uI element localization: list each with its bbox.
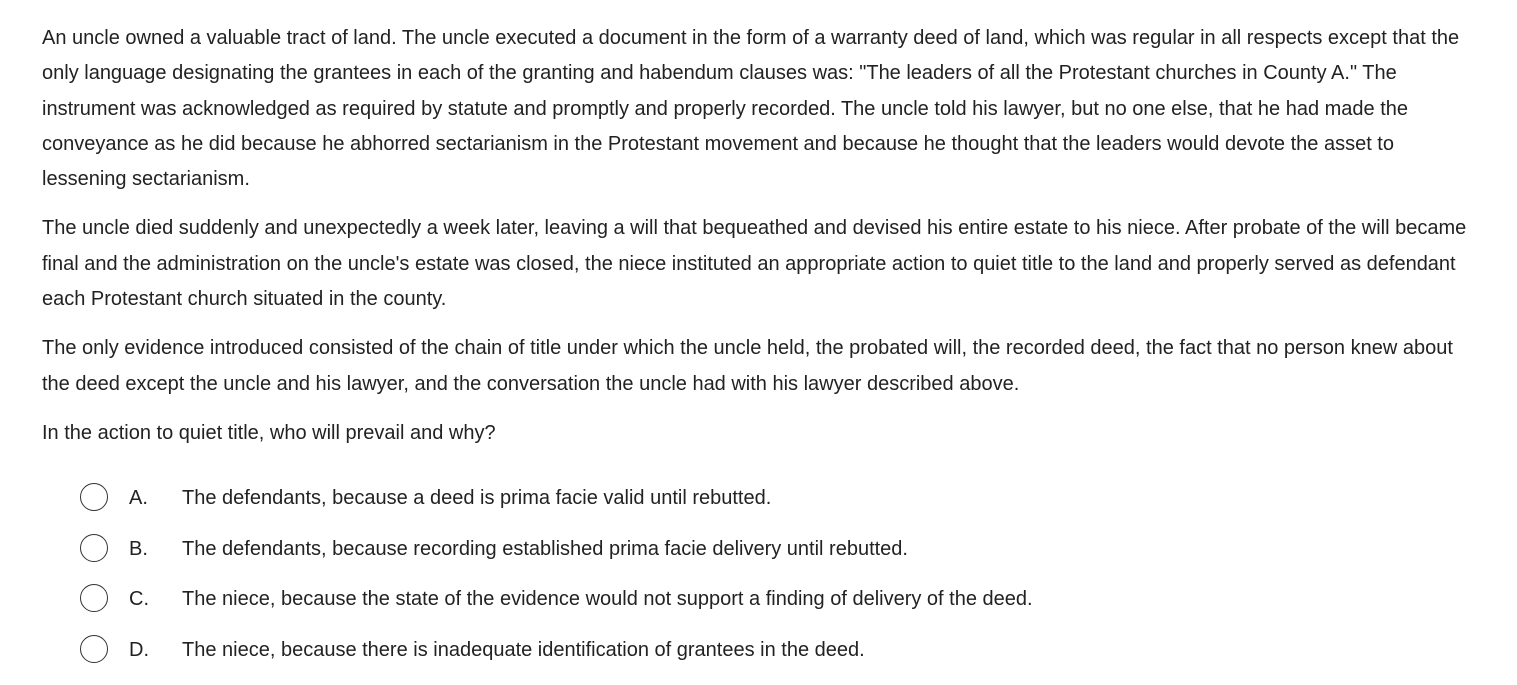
option-text[interactable]: The niece, because there is inadequate identification of grantees in the deed. (182, 639, 865, 662)
option-letter: C. (129, 588, 149, 611)
question-paragraph: The only evidence introduced consisted of the chain of title under which the uncle held, the probated will, the recorded deed, the fact that no person knew about the deed except the uncle and his lawyer, and the conversation the uncle had with his lawyer described above. (42, 337, 1453, 395)
option-text[interactable]: The defendants, because recording established prima facie delivery until rebutted. (182, 537, 908, 560)
answer-option-b[interactable] (80, 533, 1280, 584)
option-text[interactable]: The niece, because the state of the evidence would not support a finding of delivery of the deed. (182, 588, 1033, 611)
answer-option-c[interactable] (80, 583, 1280, 634)
radio-button-a[interactable] (80, 483, 108, 511)
question-paragraph: The uncle died suddenly and unexpectedly a week later, leaving a will that bequeathed and devised his entire estate to his niece. After probate of the will became final and the administration on the uncle's estate was closed, the niece instituted an appropriate action to quiet title to the land and properly served as defendant each Protestant church situated in the county. (42, 217, 1467, 311)
answer-options (80, 482, 1280, 685)
answer-option-a[interactable] (80, 482, 1280, 533)
radio-button-d[interactable] (80, 635, 108, 663)
question-paragraph: An uncle owned a valuable tract of land. The uncle executed a document in the form of a warranty deed of land, which was regular in all respects except that the only language designating the grantees in each of the granting and habendum clauses was: "The leaders of all the Protestant churches in County A." The instrument was acknowledged as required by statute and promptly and properly recorded. The uncle told his lawyer, but no one else, that he had made the conveyance as he did because he abhorred sectarianism in the Protestant movement and because he thought that the leaders would devote the asset to lessening sectarianism. (42, 27, 1460, 191)
option-letter: D. (129, 639, 149, 662)
option-text[interactable]: The defendants, because a deed is prima facie valid until rebutted. (182, 487, 772, 509)
question-stem (42, 21, 1482, 451)
answer-option-d[interactable] (80, 634, 1280, 685)
radio-button-c[interactable] (80, 584, 108, 612)
question-prompt: In the action to quiet title, who will prevail and why? (42, 421, 496, 444)
radio-button-b[interactable] (80, 534, 108, 562)
option-letter: A. (129, 487, 148, 509)
option-letter: B. (129, 537, 148, 560)
